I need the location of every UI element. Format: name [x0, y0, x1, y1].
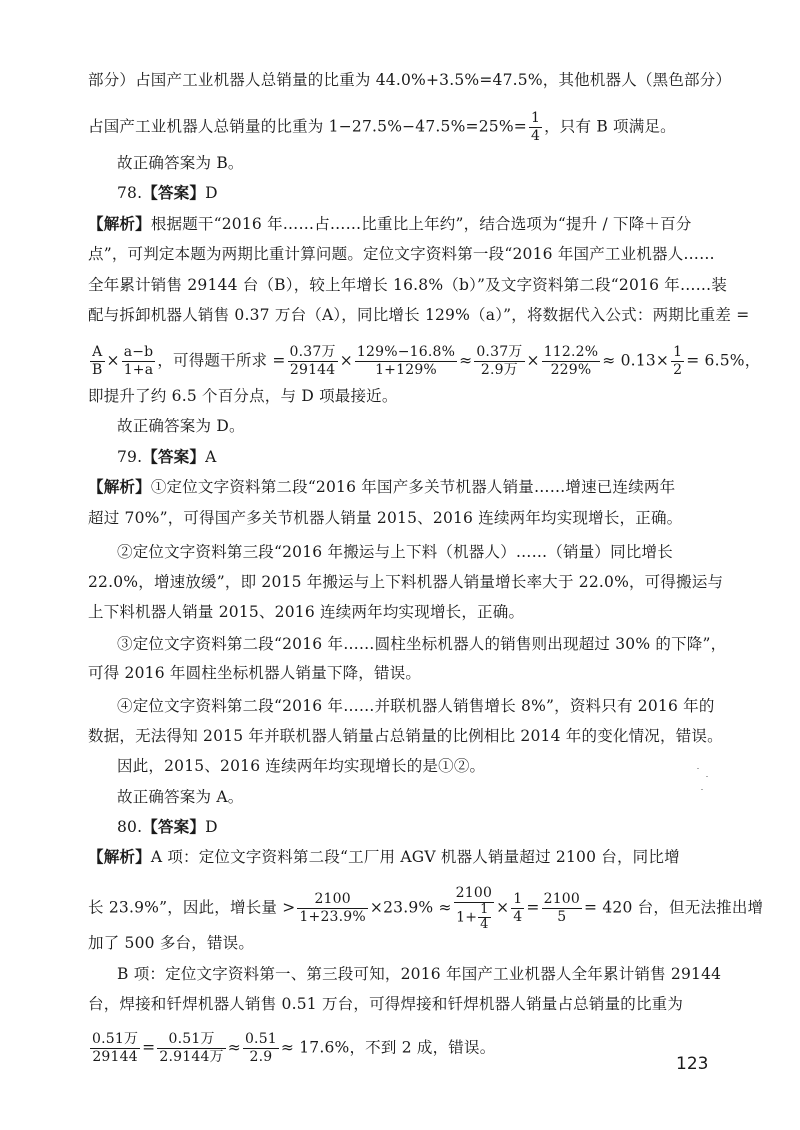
fraction — [297, 891, 368, 926]
numerator: 0.37万 — [289, 344, 336, 360]
numerator: 2100 — [455, 885, 493, 901]
text-run: ，可得题干所求 = — [157, 351, 286, 370]
text-run: 根据题干“2016 年……占……比重比上年约”，结合选项为“提升 / 下降＋百分 — [150, 215, 692, 233]
denominator: 4 — [513, 909, 523, 925]
text-line: 故正确答案为 A。 — [117, 788, 244, 806]
numerator: 0.37万 — [476, 344, 523, 360]
numerator: 2100 — [543, 891, 581, 907]
denominator: 5 — [557, 909, 567, 925]
text-line: 上下料机器人销量 2015、2016 连续两年均实现增长，正确。 — [88, 603, 525, 621]
denominator: 1+23.9% — [299, 909, 366, 925]
numerator: 0.51 — [244, 1031, 277, 1047]
text-run: 长 23.9%”，因此，增长量 > — [88, 898, 296, 917]
question-header-79 — [117, 446, 724, 468]
scan-speck — [701, 789, 703, 790]
text-line: 点”，可判定本题为两期比重计算问题。定位文字资料第一段“2016 年国产工业机器人…… — [88, 245, 715, 263]
text-line — [88, 110, 724, 145]
text-line: 台，焊接和钎焊机器人销售 0.51 万台，可得焊接和钎焊机器人销量占总销量的比重为 — [88, 995, 684, 1013]
text-line: 可得 2016 年圆柱坐标机器人销量下降，错误。 — [88, 664, 422, 682]
fraction — [542, 344, 601, 379]
denominator: 2.9144万 — [159, 1049, 224, 1065]
question-number: 78. — [117, 184, 143, 202]
fraction — [511, 891, 524, 926]
numerator: 1 — [513, 891, 523, 907]
operator: = — [142, 1038, 156, 1057]
fraction — [671, 344, 684, 379]
denominator-prefix: 1+ — [456, 909, 478, 926]
text-line: 配与拆卸机器人销售 0.37 万台（A），同比增长 129%（a）”，将数据代入公式：两期比重差 = — [88, 306, 750, 324]
text-line: 即提升了约 6.5 个百分点，与 D 项最接近。 — [88, 387, 398, 405]
page-number: 123 — [676, 1054, 709, 1074]
numerator: 0.51万 — [92, 1031, 139, 1047]
fraction — [288, 344, 338, 379]
fraction — [355, 344, 457, 379]
answer-value: A — [205, 448, 217, 466]
denominator: 2 — [673, 362, 683, 378]
denominator: 29144 — [92, 1049, 138, 1065]
answer-label: 【答案】 — [142, 818, 206, 836]
scan-speck — [697, 768, 699, 769]
denominator: 2.9 — [249, 1049, 273, 1065]
text-run: = 6.5%， — [686, 351, 761, 370]
text-run: ≈ 17.6%，不到 2 成，错误。 — [280, 1038, 496, 1057]
fraction — [243, 1031, 279, 1066]
fraction — [90, 1031, 140, 1066]
fraction — [529, 110, 542, 145]
numerator: 1 — [530, 110, 541, 126]
numerator: 2100 — [297, 891, 368, 909]
text-line: ④定位文字资料第二段“2016 年……并联机器人销售增长 8%”，资料只有 2016 年的 — [117, 697, 715, 715]
nested-fraction — [478, 903, 490, 932]
text-line: 故正确答案为 B。 — [117, 154, 244, 172]
numerator: a−b — [123, 344, 154, 360]
denominator: B — [92, 362, 103, 378]
operator: × — [339, 351, 353, 370]
numerator: 0.51万 — [157, 1031, 225, 1049]
operator: × — [106, 351, 120, 370]
text-run: 占国产工业机器人总销量的比重为 1−27.5%−47.5%=25%= — [88, 117, 527, 136]
formula-line — [88, 344, 761, 379]
analysis-label: 【解析】 — [88, 478, 151, 496]
answer-value: D — [205, 184, 218, 202]
text-line: 故正确答案为 D。 — [117, 417, 245, 435]
formula-line — [88, 1031, 724, 1066]
text-line: 22.0%，增速放缓”，即 2015 年搬运与上下料机器人销量增长率大于 22.0%，可得搬运与 — [88, 573, 724, 591]
text-line: 加了 500 多台，错误。 — [88, 934, 255, 952]
text-run: ，只有 B 项满足。 — [544, 117, 676, 136]
formula-line — [88, 885, 764, 932]
numerator: 1 — [673, 344, 683, 360]
denominator: 29144 — [289, 362, 336, 378]
question-number: 79. — [117, 448, 143, 466]
fraction — [157, 1031, 225, 1066]
numerator: 1 — [480, 902, 489, 917]
operator: ≈ — [227, 1038, 241, 1057]
question-header-80 — [117, 816, 724, 838]
text-line: ②定位文字资料第三段“2016 年搬运与上下料（机器人）……（销量）同比增长 — [117, 543, 673, 561]
denominator — [454, 903, 494, 932]
fraction — [454, 885, 494, 932]
answer-label: 【答案】 — [142, 448, 206, 466]
numerator: 129%−16.8% — [356, 344, 456, 360]
fraction — [122, 344, 156, 379]
denominator: 4 — [480, 917, 489, 932]
text-line: 因此，2015、2016 连续两年均实现增长的是①②。 — [117, 757, 486, 775]
denominator: 4 — [530, 128, 541, 144]
text-line: 全年累计销售 29144 台（B），较上年增长 16.8%（b）”及文字资料第二段“2016 年……装 — [88, 276, 728, 294]
text-line: ③定位文字资料第二段“2016 年……圆柱坐标机器人的销售则出现超过 30% 的下降”， — [117, 635, 727, 653]
operator: × — [496, 898, 510, 917]
operator: × — [526, 351, 540, 370]
text-run: ①定位文字资料第二段“2016 年国产多关节机器人销量……增速已连续两年 — [150, 478, 676, 496]
denominator: 1+a — [123, 362, 154, 378]
text-line: 数据，无法得知 2015 年并联机器人销量占总销量的比例相比 2014 年的变化情况，错误。 — [88, 727, 723, 745]
text-run: ≈ 0.13× — [602, 351, 670, 370]
question-header-78 — [117, 182, 724, 204]
text-line: 部分）占国产工业机器人总销量的比重为 44.0%+3.5%=47.5%，其他机器人（黑色部分） — [88, 71, 732, 89]
text-run: ×23.9% ≈ — [369, 898, 452, 917]
scan-speck — [706, 776, 708, 777]
operator: ≈ — [459, 351, 473, 370]
denominator: 229% — [550, 362, 592, 378]
operator: = — [526, 898, 540, 917]
answer-value: D — [205, 818, 218, 836]
text-run: A 项：定位文字资料第二段“工厂用 AGV 机器人销量超过 2100 台，同比增 — [150, 848, 680, 866]
numerator: 112.2% — [543, 344, 599, 360]
fraction — [474, 344, 524, 379]
analysis-label: 【解析】 — [88, 848, 151, 866]
text-line: 超过 70%”，可得国产多关节机器人销量 2015、2016 连续两年均实现增长，正确。 — [88, 509, 683, 527]
numerator: A — [90, 344, 105, 362]
denominator: 1+129% — [375, 362, 437, 378]
text-run: = 420 台，但无法推出增 — [584, 898, 764, 917]
analysis-label: 【解析】 — [88, 215, 151, 233]
question-number: 80. — [117, 818, 143, 836]
fraction — [90, 344, 105, 379]
fraction — [542, 891, 582, 926]
text-line — [88, 476, 724, 498]
denominator: 2.9万 — [480, 362, 518, 378]
text-line — [88, 846, 724, 868]
text-line: B 项：定位文字资料第一、第三段可知，2016 年国产工业机器人全年累计销售 29144 — [117, 965, 722, 983]
text-line — [88, 213, 724, 235]
answer-label: 【答案】 — [142, 184, 206, 202]
